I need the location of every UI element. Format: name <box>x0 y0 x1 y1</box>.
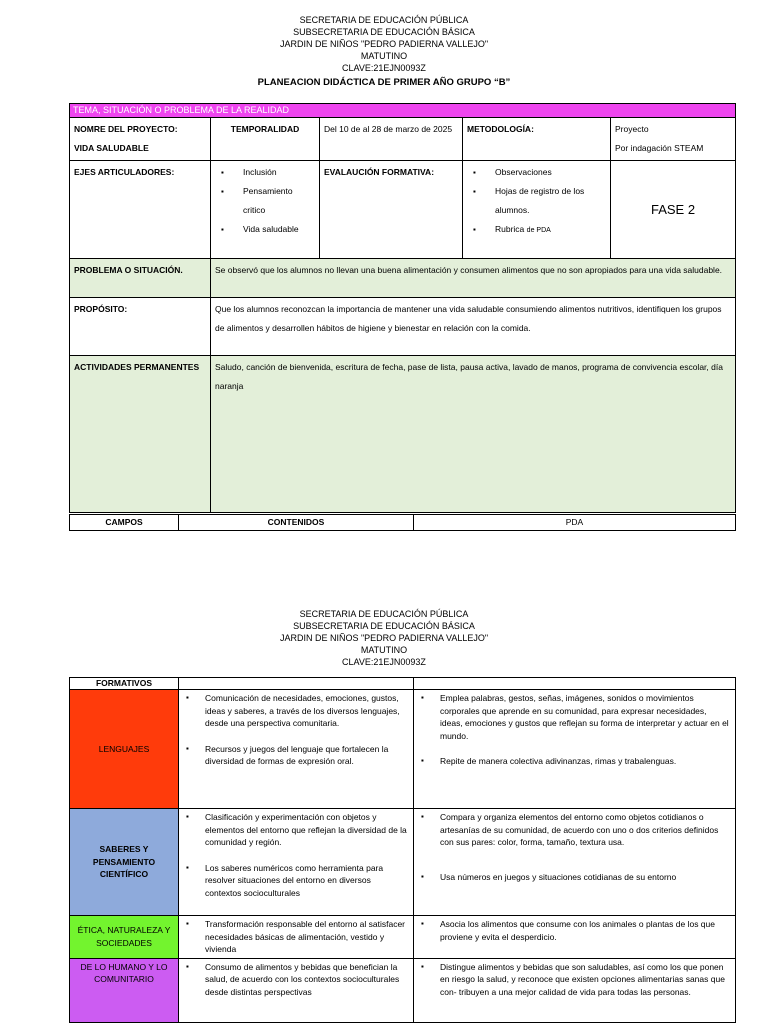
campo-humano: DE LO HUMANO Y LO COMUNITARIO <box>70 958 179 1022</box>
pda-cell <box>414 958 736 1022</box>
campo-lenguajes: LENGUAJES <box>70 690 179 809</box>
pda-item: ▪ Compara y organiza elementos del entorno como objetos cotidianos o artesanías de su comunidad, de acuerdo con uno o dos criterios definidos con sus pares: color, forma, tamaño, textura usa. <box>440 811 731 849</box>
pda-item: ▪ Distingue alimentos y bebidas que son saludables, así como los que ponen en riesgo la salud, y reconoce que existen opciones alimentarias sanas que con- tribuyen a una mejor calidad de vida para todas las personas. <box>440 961 731 999</box>
document-title: PLANEACION DIDÁCTICA DE PRIMER AÑO GRUPO “B” <box>257 77 511 88</box>
contenido-item: ▪ Clasificación y experimentación con objetos y elementos del entorno que reflejan la diversidad de la comunidad y región. <box>205 811 409 849</box>
eje-item: ▪ Pensamiento critico <box>243 182 315 220</box>
campos-table <box>69 677 736 1023</box>
evaluacion-item: ▪ Hojas de registro de los alumnos. <box>495 182 606 220</box>
contenido-item: ▪ Comunicación de necesidades, emociones, gustos, ideas y saberes, a través de los diversos lenguajes, desde una perspectiva comunitaria. <box>205 692 409 730</box>
problema-label: PROBLEMA O SITUACIÓN. <box>70 259 211 298</box>
pda-item: ▪ Repite de manera colectiva adivinanzas, rimas y trabalenguas. <box>440 755 731 768</box>
pda-item: ▪ Usa números en juegos y situaciones cotidianas de su entorno <box>440 871 731 884</box>
empty-cell <box>414 678 736 690</box>
contenidos-cell <box>179 958 414 1022</box>
proposito-value: Que los alumnos reconozcan la importancia de mantener una vida saludable consumiendo alimentos nutritivos, identifiquen los grupos de alimentos y desarrollen hábitos de higiene y bienestar en relación con la comida. <box>211 298 736 356</box>
contenidos-column-header: CONTENIDOS <box>179 515 414 531</box>
header-line: CLAVE:21EJN0093Z <box>342 63 426 73</box>
ejes-list-cell <box>211 161 320 259</box>
metodologia-label: METODOLOGÍA: <box>463 118 611 161</box>
document-header <box>0 594 768 668</box>
evaluacion-label: EVALAUCIÓN FORMATIVA: <box>320 161 463 259</box>
campo-saberes: SABERES Y PENSAMIENTO CIENTÍFICO <box>70 809 179 916</box>
problema-value: Se observó que los alumnos no llevan una buena alimentación y consumen alimentos que no son apropiados para una vida saludable. <box>211 259 736 298</box>
eje-item: ▪ Vida saludable <box>243 220 315 239</box>
pda-item: ▪ Emplea palabras, gestos, señas, imágenes, sonidos o movimientos corporales que aprende en su comunidad, para expresar necesidades, ideas, emociones y gustos que reflejan su forma de interpretar y actuar en el mundo. <box>440 692 731 742</box>
contenido-item: ▪ Consumo de alimentos y bebidas que benefician la salud, de acuerdo con los contextos socioculturales desde distintas perspectivas <box>205 961 409 999</box>
planning-table <box>69 103 736 513</box>
contenidos-cell <box>179 916 414 959</box>
evaluacion-list-cell <box>463 161 611 259</box>
campo-etica: ÉTICA, NATURALEZA Y SOCIEDADES <box>70 916 179 959</box>
contenido-item: ▪ Recursos y juegos del lenguaje que fortalecen la diversidad de formas de expresión oral. <box>205 743 409 768</box>
evaluacion-item <box>495 220 606 240</box>
contenido-item: ▪ Los saberes numéricos como herramienta para resolver situaciones del entorno en diversos contextos socioculturales <box>205 862 409 900</box>
contenido-item: ▪ Transformación responsable del entorno al satisfacer necesidades básicas de alimentación, vestido y vivienda <box>205 918 409 956</box>
tema-label: TEMA, SITUACIÓN O PROBLEMA DE LA REALIDAD <box>70 104 736 118</box>
document-header <box>0 0 768 89</box>
actividades-value: Saludo, canción de bienvenida, escritura de fecha, pase de lista, pausa activa, lavado de manos, programa de convivencia escolar, día naranja <box>211 356 736 513</box>
evaluacion-item: ▪ Observaciones <box>495 163 606 182</box>
evaluacion-item-text: Rubrica <box>495 224 525 234</box>
nombre-cell <box>70 118 211 161</box>
page-two <box>0 594 768 997</box>
metodologia-value: Por indagación STEAM <box>615 143 704 153</box>
header-line: SUBSECRETARIA DE EDUCACIÓN BÁSICA <box>293 621 475 631</box>
metodologia-value: Proyecto <box>615 124 649 134</box>
header-line: MATUTINO <box>360 51 408 61</box>
nombre-label: NOMRE DEL PROYECTO: <box>74 124 178 134</box>
pda-column-header: PDA <box>414 515 736 531</box>
nombre-value: VIDA SALUDABLE <box>74 143 149 153</box>
header-line: SECRETARIA DE EDUCACIÓN PÚBLICA <box>299 609 469 619</box>
pda-cell <box>414 916 736 959</box>
temporalidad-label: TEMPORALIDAD <box>211 118 320 161</box>
header-line: JARDIN DE NIÑOS "PEDRO PADIERNA VALLEJO" <box>279 39 489 49</box>
header-line: MATUTINO <box>360 645 408 655</box>
contenidos-cell <box>179 809 414 916</box>
header-line: JARDIN DE NIÑOS "PEDRO PADIERNA VALLEJO" <box>279 633 489 643</box>
actividades-label: ACTIVIDADES PERMANENTES <box>70 356 211 513</box>
pda-cell <box>414 809 736 916</box>
contenidos-cell <box>179 690 414 809</box>
evaluacion-suffix: de PDA <box>526 227 551 234</box>
empty-cell <box>179 678 414 690</box>
header-line: SECRETARIA DE EDUCACIÓN PÚBLICA <box>299 15 469 25</box>
pda-cell <box>414 690 736 809</box>
pda-item: ▪ Asocia los alimentos que consume con los animales o plantas de los que proviene y evita el desperdicio. <box>440 918 731 943</box>
metodologia-cell <box>611 118 736 161</box>
columns-header-table <box>69 514 736 531</box>
campos-column-header: CAMPOS <box>70 515 179 531</box>
formativos-label: FORMATIVOS <box>70 678 179 690</box>
proposito-label: PROPÓSITO: <box>70 298 211 356</box>
temporalidad-value: Del 10 de al 28 de marzo de 2025 <box>320 118 463 161</box>
header-line: CLAVE:21EJN0093Z <box>342 657 426 667</box>
eje-item: ▪ Inclusión <box>243 163 315 182</box>
fase-label: FASE 2 <box>611 161 736 259</box>
header-line: SUBSECRETARIA DE EDUCACIÓN BÁSICA <box>293 27 475 37</box>
ejes-label: EJES ARTICULADORES: <box>70 161 211 259</box>
